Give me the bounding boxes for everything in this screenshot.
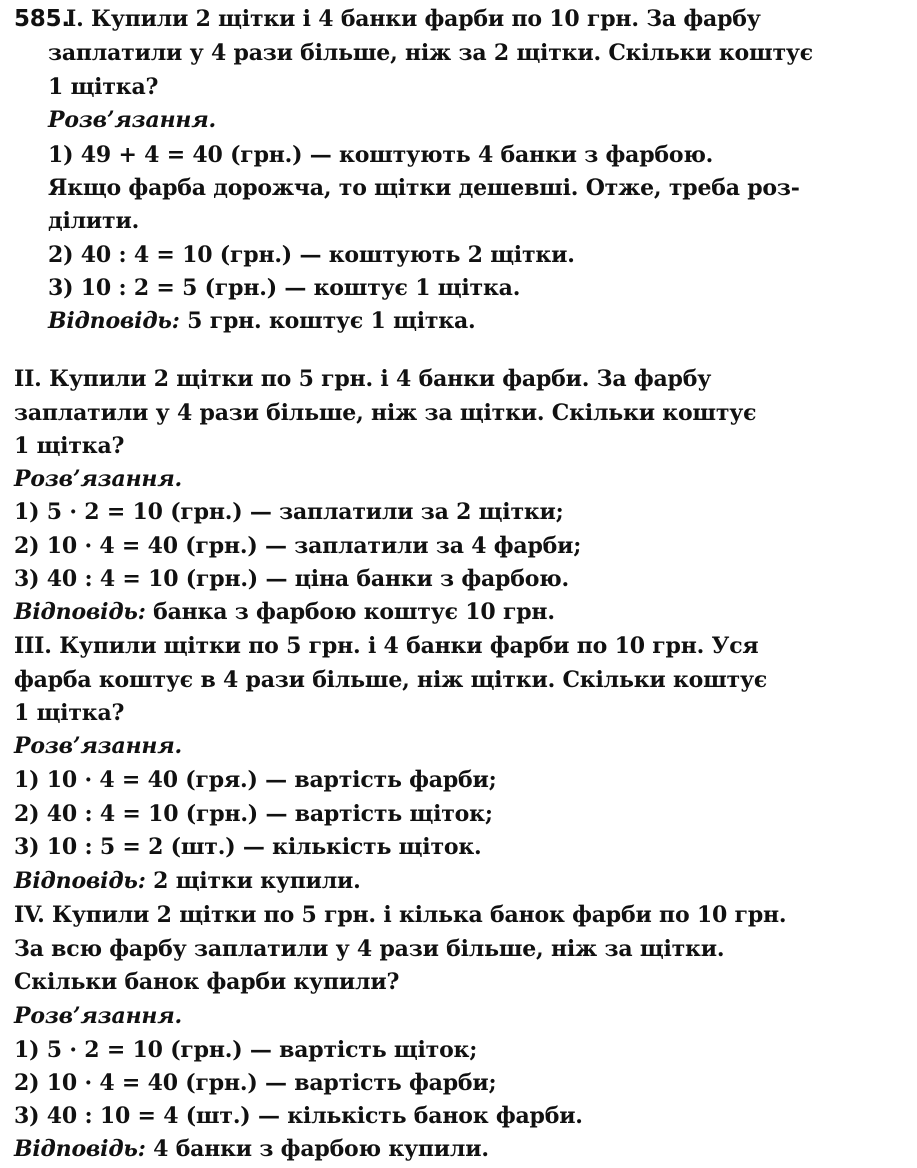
- part-1-step-3: 3) 10 : 2 = 5 (грн.) — коштує 1 щітка.: [48, 275, 521, 301]
- condition-text: I. Купили 2 щітки і 4 банки фарби по 10 грн. За фарбу: [66, 6, 761, 32]
- part-1-step-1: 1) 49 + 4 = 40 (грн.) — коштують 4 банки з фарбою.: [48, 142, 714, 168]
- part-1-step-note-1: Якщо фарба дорожча, то щітки дешевші. Отже, треба роз-: [48, 175, 800, 201]
- part-1-condition-line-3: 1 щітка?: [48, 74, 159, 100]
- part-4-solution-label: Розв’язання.: [14, 1003, 183, 1029]
- part-3-solution-label: Розв’язання.: [14, 733, 183, 759]
- part-1-solution-label: Розв’язання.: [48, 107, 217, 133]
- part-3-condition-line-1: III. Купили щітки по 5 грн. і 4 банки фарби по 10 грн. Уся: [14, 633, 759, 659]
- part-1-step-note-2: ділити.: [48, 208, 140, 234]
- part-1-answer: [48, 306, 476, 336]
- answer-text: 2 щітки купили.: [153, 868, 361, 894]
- answer-label: Відповідь:: [14, 868, 146, 894]
- part-3-condition-line-2: фарба коштує в 4 рази більше, ніж щітки. Скільки коштує: [14, 667, 768, 693]
- part-1-condition-line-1: [14, 4, 761, 34]
- part-2-condition-line-2: заплатили у 4 рази більше, ніж за щітки. Скільки коштує: [14, 400, 757, 426]
- part-1-condition-line-2: заплатили у 4 рази більше, ніж за 2 щітки. Скільки коштує: [48, 40, 813, 66]
- part-3-step-2: 2) 40 : 4 = 10 (грн.) — вартість щіток;: [14, 801, 493, 827]
- part-4-condition-line-1: IV. Купили 2 щітки по 5 грн. і кілька банок фарби по 10 грн.: [14, 902, 787, 928]
- part-2-step-1: 1) 5 · 2 = 10 (грн.) — заплатили за 2 щітки;: [14, 499, 564, 525]
- problem-number: 585.: [14, 6, 70, 32]
- part-4-step-1: 1) 5 · 2 = 10 (грн.) — вартість щіток;: [14, 1037, 478, 1063]
- part-4-answer: [14, 1134, 489, 1164]
- part-2-step-2: 2) 10 · 4 = 40 (грн.) — заплатили за 4 фарби;: [14, 533, 582, 559]
- part-2-condition-line-3: 1 щітка?: [14, 433, 125, 459]
- part-4-step-3: 3) 40 : 10 = 4 (шт.) — кількість банок фарби.: [14, 1103, 583, 1129]
- answer-text: банка з фарбою коштує 10 грн.: [153, 599, 555, 625]
- part-4-condition-line-2: За всю фарбу заплатили у 4 рази більше, ніж за щітки.: [14, 936, 725, 962]
- part-3-answer: [14, 866, 361, 896]
- answer-label: Відповідь:: [14, 599, 146, 625]
- part-2-step-3: 3) 40 : 4 = 10 (грн.) — ціна банки з фарбою.: [14, 566, 569, 592]
- part-2-solution-label: Розв’язання.: [14, 466, 183, 492]
- part-1-step-2: 2) 40 : 4 = 10 (грн.) — коштують 2 щітки.: [48, 242, 575, 268]
- answer-text: 4 банки з фарбою купили.: [153, 1136, 489, 1162]
- part-2-answer: [14, 597, 555, 627]
- answer-text: 5 грн. коштує 1 щітка.: [187, 308, 476, 334]
- answer-label: Відповідь:: [14, 1136, 146, 1162]
- answer-label: Відповідь:: [48, 308, 180, 334]
- part-3-condition-line-3: 1 щітка?: [14, 700, 125, 726]
- part-2-condition-line-1: II. Купили 2 щітки по 5 грн. і 4 банки фарби. За фарбу: [14, 366, 712, 392]
- part-3-step-3: 3) 10 : 5 = 2 (шт.) — кількість щіток.: [14, 834, 482, 860]
- part-3-step-1: 1) 10 · 4 = 40 (гря.) — вартість фарби;: [14, 767, 497, 793]
- part-4-condition-line-3: Скільки банок фарби купили?: [14, 969, 400, 995]
- part-4-step-2: 2) 10 · 4 = 40 (грн.) — вартість фарби;: [14, 1070, 497, 1096]
